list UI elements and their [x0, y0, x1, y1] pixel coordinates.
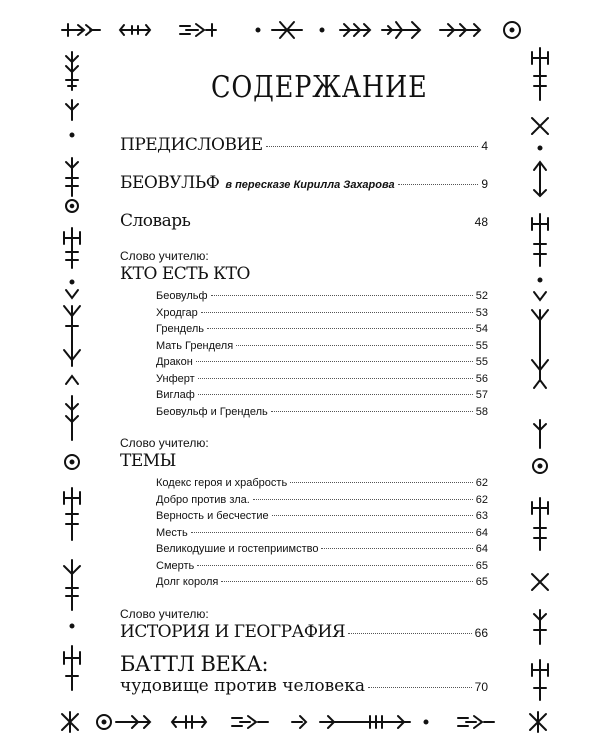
- toc-subentry[interactable]: [156, 543, 488, 560]
- leader-dots: [266, 146, 479, 147]
- entry-label: Грендель: [156, 323, 204, 335]
- left-rune-column-icon: [64, 52, 80, 690]
- entry-label: Хродгар: [156, 306, 198, 319]
- toc-subentry[interactable]: [156, 527, 488, 544]
- entry-label: БЕОВУЛЬФ: [120, 173, 220, 193]
- entry-label: Кодекс героя и храбрость: [156, 477, 288, 489]
- entry-page: 9: [481, 177, 488, 191]
- entry-page: 64: [475, 543, 488, 555]
- section-themes: [120, 436, 488, 593]
- entry-label: Беовульф и Грендель: [156, 405, 268, 418]
- leader-dots: [271, 411, 473, 412]
- entry-page: 57: [475, 389, 488, 401]
- entry-page: 64: [475, 526, 488, 539]
- entry-page: 65: [475, 576, 488, 588]
- leader-dots: [236, 345, 473, 346]
- entry-label: Долг короля: [156, 576, 219, 588]
- entry-page: 52: [475, 290, 488, 302]
- leader-dots: [196, 361, 473, 362]
- section-intro: Слово учителю:: [120, 606, 209, 621]
- entry-label: Верность и бесчестие: [156, 510, 269, 522]
- toc-subentry[interactable]: [156, 389, 488, 406]
- entry-page: 4: [481, 139, 488, 153]
- bottom-rune-row-icon: [62, 712, 546, 732]
- toc-subentry[interactable]: [156, 373, 488, 390]
- entry-label: ПРЕДИСЛОВИЕ: [120, 135, 263, 155]
- section-intro: Слово учителю:: [120, 249, 209, 263]
- entry-page: 54: [475, 323, 488, 335]
- entry-page: 56: [475, 372, 488, 385]
- entry-page: 55: [475, 339, 488, 352]
- entry-label: Великодушие и гостеприимство: [156, 543, 319, 555]
- leader-dots: [348, 633, 472, 634]
- leader-dots: [198, 378, 473, 379]
- entry-label: Словарь: [120, 211, 191, 231]
- toc-subentry[interactable]: [156, 406, 488, 423]
- toc-subentry[interactable]: [156, 576, 488, 593]
- right-rune-column-icon: [532, 48, 548, 700]
- battle-heading: БАТТЛ ВЕКА:: [120, 651, 269, 676]
- section-entries: [120, 290, 488, 422]
- entry-page: 53: [475, 306, 488, 319]
- entry-label: Беовульф: [156, 290, 208, 302]
- toc-subentry[interactable]: [156, 356, 488, 373]
- leader-dots: [211, 295, 473, 296]
- entry-page: 58: [475, 405, 488, 418]
- entry-label: Месть: [156, 526, 188, 539]
- leader-dots: [198, 394, 473, 395]
- section-title: КТО ЕСТЬ КТО: [120, 264, 250, 284]
- entry-page: 66: [474, 625, 488, 640]
- leader-dots: [398, 184, 479, 185]
- toc-subentry[interactable]: [156, 477, 488, 494]
- page-title: СОДЕРЖАНИЕ: [211, 70, 428, 105]
- leader-dots: [321, 548, 472, 549]
- toc-subentry[interactable]: [156, 323, 488, 340]
- toc-subentry[interactable]: [156, 307, 488, 324]
- leader-dots: [201, 312, 473, 313]
- section-title: ТЕМЫ: [120, 451, 176, 471]
- entry-label: ИСТОРИЯ И ГЕОГРАФИЯ: [120, 621, 346, 642]
- leader-dots: [221, 581, 472, 582]
- toc-subentry[interactable]: [156, 340, 488, 357]
- entry-label: Добро против зла.: [156, 493, 250, 506]
- entry-label: чудовище против человека: [120, 675, 365, 696]
- toc-subentry[interactable]: [156, 290, 488, 307]
- top-rune-row-icon: [62, 22, 520, 38]
- leader-dots: [253, 499, 473, 500]
- entry-page: 70: [474, 679, 488, 694]
- section-characters: [120, 249, 488, 422]
- entry-page: 48: [474, 215, 488, 229]
- entry-label: Мать Гренделя: [156, 339, 234, 352]
- entry-label: Виглаф: [156, 389, 195, 401]
- leader-dots: [191, 532, 473, 533]
- entry-page: 62: [475, 477, 488, 489]
- leader-dots: [290, 482, 473, 483]
- toc-entry-preface[interactable]: [120, 135, 488, 155]
- leader-dots: [197, 565, 472, 566]
- section-entries: [120, 477, 488, 593]
- table-of-contents: [120, 70, 488, 696]
- entry-label: Дракон: [156, 356, 193, 368]
- toc-entry-beowulf[interactable]: [120, 173, 488, 193]
- entry-label: Смерть: [156, 559, 195, 572]
- section-history: [120, 607, 488, 642]
- leader-dots: [272, 515, 473, 516]
- leader-dots: [368, 687, 472, 688]
- entry-label: Унферт: [156, 372, 195, 385]
- entry-page: 55: [475, 356, 488, 368]
- entry-page: 63: [475, 510, 488, 522]
- toc-entry-glossary[interactable]: [120, 211, 488, 231]
- section-battle: [120, 652, 488, 696]
- toc-entry-history[interactable]: [120, 622, 488, 642]
- toc-entry-battle[interactable]: [120, 676, 488, 696]
- section-intro: Слово учителю:: [120, 436, 209, 450]
- toc-subentry[interactable]: [156, 560, 488, 577]
- toc-subentry[interactable]: [156, 494, 488, 511]
- entry-page: 65: [475, 559, 488, 572]
- entry-sublabel: в пересказе Кирилла Захарова: [225, 179, 395, 191]
- leader-dots: [207, 328, 473, 329]
- entry-page: 62: [475, 493, 488, 506]
- toc-subentry[interactable]: [156, 510, 488, 527]
